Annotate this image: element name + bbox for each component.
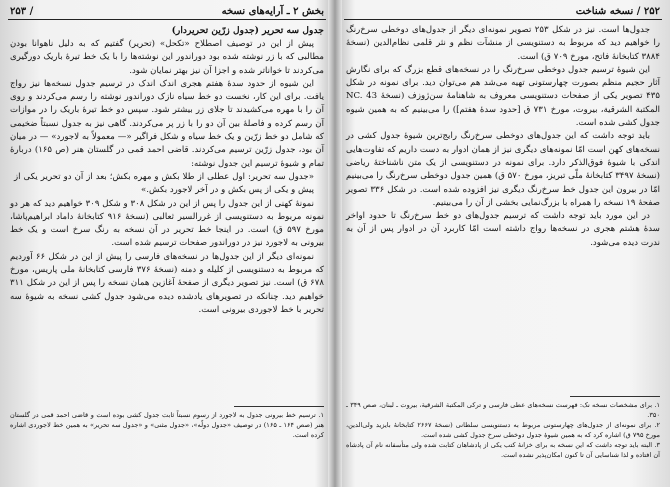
book-gutter — [328, 0, 342, 487]
block-quote — [10, 171, 324, 198]
left-page-section: بخش ۲ ـ آرایه‌های نسخه — [221, 6, 324, 17]
paragraph: جدول‌ها است. نیز در شکل ۲۵۳ تصویر نمونه‌ای دیگر از جدول‌های دوخطی سرخ‌رنگ را خواهیم دید که مربوط به دستنویسی از منشآت نظم و نثر قلمی نظام‌الدین (نسخهٔ ۳۸۸۴ کتابخانهٔ فاتح، مورخ ۷۰۹ ق) است. — [346, 25, 660, 62]
footnote-rule — [234, 406, 324, 407]
paragraph: پیش از این در توصیف اصطلاح «تکحل» (تحریر) گفتیم که به دلیل ناهوانا بودن مطالبی که با زر نوشته شده بود دوراندور این نوشته‌ها را با یک خط تیرهٔ باریک دورگیری می‌کردند تا خواناتر شده و اجزا آن نیز بهتر نمایان شود. — [10, 39, 324, 76]
footnote: ۲. برای نمونه‌ای از جدول‌های چهارستونی مربوط به دستنویسی سلطانی (نسخهٔ ۲۶۶۷ کتابخانهٔ بایزید ولی‌الدین، مورخ ۷۹۵ ق) اشاره کرد که به همین شیوهٔ جدول دوخطی سرخ جدول کشی شده است. — [346, 421, 661, 439]
section-title: جدول سه تحریر (جدول زرّین تحریردار) — [171, 25, 324, 36]
left-page — [8, 4, 326, 484]
right-page — [344, 4, 662, 484]
left-page-body — [8, 24, 326, 317]
footnote: ۱. ترسیم خط بیرونی جدول به لاجورد از رسوم نسبتاً ثابت جدول کشی بوده است و قاضی احمد قمی در گلستان هنر (صص ۱۶۴ ـ ۱۶۵) در توصیف «جدول دولّه»، «جدول مثنی» و «جدول سه تحریر» به همین خط لاجوردی اشاره کرده است. — [10, 411, 325, 439]
right-page-footnotes — [346, 396, 660, 460]
left-page-number: ۲۵۳ — [10, 6, 27, 17]
paragraph: این شیوهٔ ترسیم جدول دوخطی سرخ‌رنگ را در نسخه‌های قطع بزرگ که برای نگارش آثار حجیم منظم بصورت چهارستونی تهیه می‌شد هم می‌توان دید. برای نمونه در شکل ۴۳۵ تصویر یکی از صفحات دستنویسی معروف به شاهنامهٔ سن‌ژوزف (نسخهٔ NC. 43 المکتبة الشرقیة، بیروت، مورخ ۷۳۱ ق [حدود سدهٔ هفتم]) را می‌بینیم که به همین شیوه جدول کشی شده است. — [346, 64, 661, 129]
left-page-number-wrap: / ۲۵۳ — [10, 6, 34, 17]
footnote: ۱. برای مشخصات نسخه نک: فهرست نسخه‌های عطی فارسی و ترکی المکتبة الشرقیة، بیروت ـ لبنان، صص ۳۴۹ ـ ۳۵۰. — [346, 401, 661, 419]
footnote-rule — [570, 396, 660, 397]
paragraph: این شیوه از حدود سدهٔ هفتم هجری اندک اندک در ترسیم جدول نسخه‌ها نیز رواج یافت. برای این کار، نخست دو خط سیاه نازک دوراندور نوشته را رسم می‌کردند و روی آن را با مهره می‌کشیدند تا جلای زر بیشتر شود. سپس دو خط تیرهٔ باریک را در موازات آن رسم کرده و فاصلهٔ بین آن دو را با زر پر می‌کردند. گاهی نیز به جدول نسبتاً ضخیمی که شامل دو خط زرّین و یک خط سیاه و شکل فراگیر «— معمولاً به لاجورد» — در میان آن بود، جدول زرّین ترسیم می‌کردند. قاضی احمد قمی در گلستان هنر (ص ۱۶۵) دربارهٔ تمام و شیوهٔ ترسیم این جدول نوشته: — [10, 78, 324, 169]
paragraph: نمونه‌ای دیگر از این جدول‌ها در نسخه‌های فارسی را پیش از این در شکل ۶۶ آوردیم که مربوط به دستنویسی از کلیله و دمنه (نسخهٔ ۳۷۶ فارسی کتابخانهٔ ملی پاریس، مورخ ۶۷۸ ق) است. نیز تصویر دیگری از صفحهٔ آغازین همان نسخه را پس از این در شکل ۳۱۱ خواهیم دید. چنانکه در تصویرهای یادشده دیده می‌شود جدول کشی نسخه به شیوهٔ سه تحریر با خط لاجوردی بیرونی است. — [10, 251, 324, 315]
footnote: ۳. البته باید توجه داشت که این نسخه به برای خزانهٔ کتب یکی از پادشاهان کتابت شده ولی متأسفانه نام آن پادشاه آن افتاده و لذا شناسایی آن تا کنون امکان‌پذیر نشده است. — [346, 441, 660, 459]
right-page-running-head: ۲۵۲ / نسخه شناخت — [575, 6, 660, 17]
left-page-header — [8, 4, 326, 20]
paragraph: نمونهٔ کهنی از این جدول را پس از این در شکل ۳۰۸ و شکل ۳۰۹ خواهیم دید که هر دو نمونه مربوط به دستنویسی از غررالسیر ثعالبی (نسخهٔ ۹۱۶ کتابخانهٔ داماد ابراهیم‌پاشا، مورخ ۵۹۷ ق) است. در اینجا خط تحریر در آن نسخه به رنگ سرخ است و یک خط بیرونی به لاجورد نیز در دوراندور صفحات ترسیم شده است. — [10, 198, 324, 249]
right-page-section: نسخه شناخت — [575, 6, 634, 17]
quote-line: «جدول سه تحریر: اول عطلی از طلا بکش و مهره بکش؛ بعد از آن دو تحریر یکی از پیش و یکی از پس بکش و در آخر لاجورد بکش.» — [14, 171, 314, 196]
right-page-number: ۲۵۲ — [643, 6, 660, 17]
paragraph: باید توجه داشت که این جدول‌های دوخطی سرخ‌رنگ رایج‌ترین شیوهٔ جدول کشی در نسخه‌های کهن است امّا نمونه‌های دیگری نیز از همان ادوار به دست داریم که تفاوت‌هایی اندکی با شیوهٔ فوق‌الذکر دارد. برای نمونه در دستنویسی از یک متن ناشناختهٔ ریاضی (نسخهٔ ۳۴۹۷ کتابخانهٔ ملّی تبریز، مورخ ۵۷۰ ق) همین جدول دوخطی سرخ‌رنگ را می‌بینیم امّا در بیرون این جدول خط سرخ‌رنگ دیگری نیز افزوده شده است. در شکل ۳۳۶ تصویر صفحهٔ ۱۹ نسخه را همراه با بزرگ‌نمایی بخشی از آن را می‌بینیم. — [346, 131, 660, 208]
right-page-header — [344, 4, 662, 20]
paragraph: در این مورد باید توجه داشت که ترسیم جدول‌های دو خط سرخ‌رنگ تا حدود اواخر سدهٔ هشتم هجری در نسخه‌ها رواج داشته است امّا کاربرد آن در ادوار پس از آن به ندرت دیده می‌شود. — [346, 211, 660, 248]
right-page-body — [344, 24, 662, 250]
left-page-footnotes — [10, 406, 324, 440]
